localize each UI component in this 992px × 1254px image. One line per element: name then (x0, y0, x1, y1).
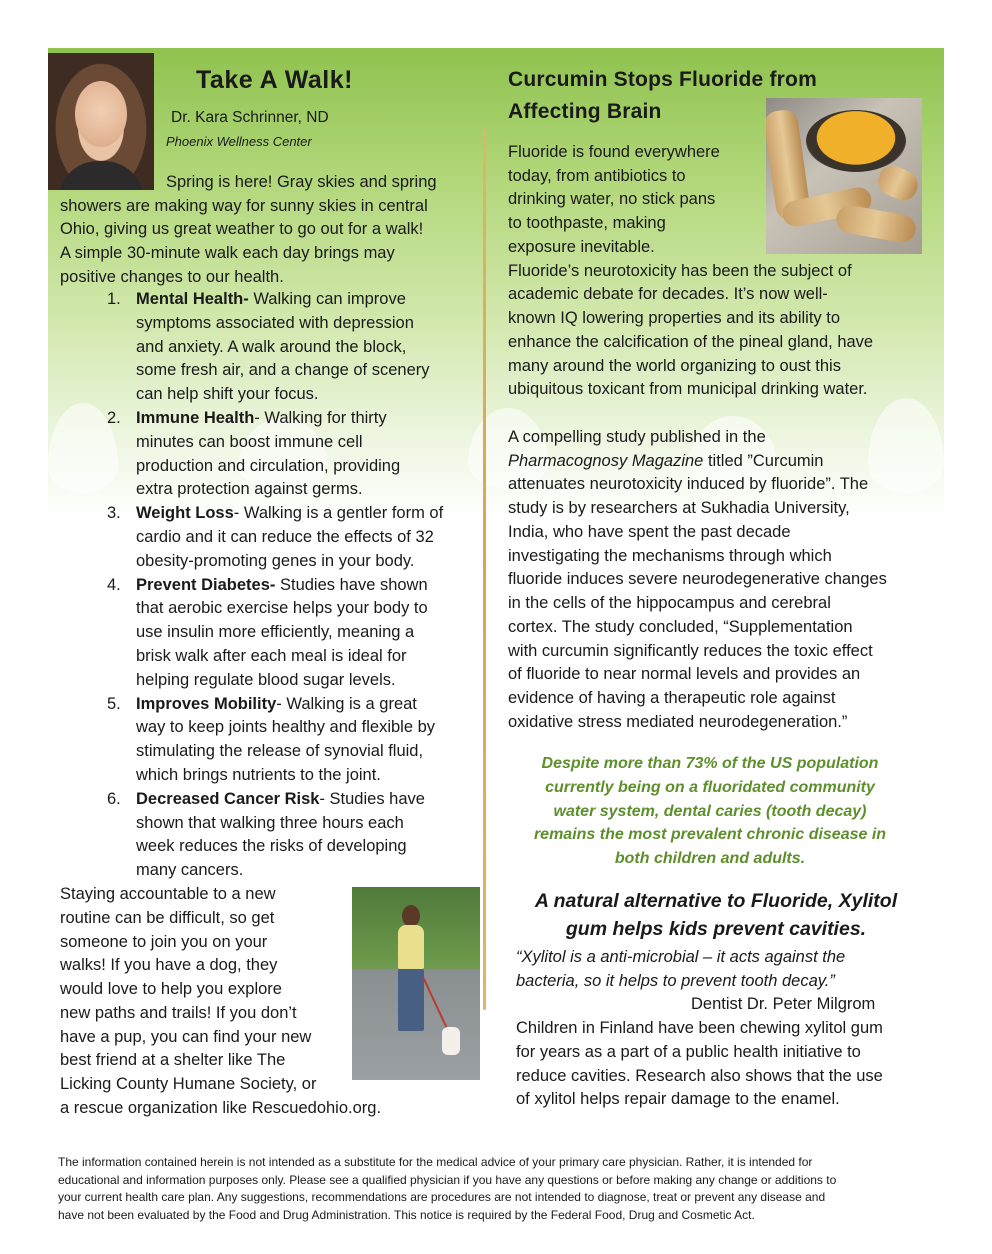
benefit-title: Mental Health- (136, 290, 249, 308)
body-line: evidence of having a therapeutic role against (508, 689, 836, 707)
body-line: with curcumin significantly reduces the toxic effect (508, 642, 873, 660)
column-divider (483, 128, 486, 1010)
intro-line: A simple 30-minute walk each day brings may (60, 244, 395, 262)
benefit-text: way to keep joints healthy and flexible by (136, 718, 436, 737)
benefit-title: Improves Mobility (136, 694, 277, 713)
benefit-text: which brings nutrients to the joint. (136, 765, 381, 784)
callout-line: remains the most prevalent chronic disease in (533, 826, 887, 844)
woman-walking-dog-photo (352, 887, 480, 1080)
body-line: reduce cavities. Research also shows that the use (516, 1067, 883, 1085)
body-line: fluoride induces severe neurodegenerative changes (508, 570, 887, 588)
body-line: for years as a part of a public health initiative to (516, 1043, 861, 1061)
body-line: cortex. The study concluded, “Supplementation (508, 618, 853, 636)
body-line: attenuates neurotoxicity induced by fluoride”. The (508, 475, 869, 493)
walker-head (402, 905, 420, 927)
benefit-text: can help shift your focus. (136, 385, 319, 404)
benefit-text: extra protection against germs. (136, 480, 363, 499)
body-line: study is by researchers at Sukhadia University, (508, 499, 850, 517)
closing-line: walks! If you have a dog, they (60, 956, 278, 974)
benefit-title: Immune Health (136, 408, 255, 427)
body-line: A compelling study published in the (508, 428, 766, 446)
heading-line: A natural alternative to Fluoride, Xylitol (534, 890, 898, 912)
body-line: drinking water, no stick pans (508, 190, 716, 208)
body-line: India, who have spent the past decade (508, 523, 791, 541)
benefit-text: - Walking is a great (276, 694, 417, 713)
intro-line: showers are making way for sunny skies in central (60, 197, 428, 215)
organization-name: Phoenix Wellness Center (166, 134, 312, 149)
benefit-text: - Walking for thirty (254, 408, 387, 427)
benefit-text: cardio and it can reduce the effects of 32 (136, 527, 434, 546)
article-title-take-a-walk: Take A Walk! (196, 66, 353, 94)
body-line: Children in Finland have been chewing xylitol gum (516, 1019, 883, 1037)
body-line: many around the world organizing to oust this (508, 357, 841, 375)
disclaimer-line: have not been evaluated by the Food and Drug Administration. This notice is required by the Federal Food, Drug and Cosmetic Act. (58, 1207, 755, 1222)
body-line: of xylitol helps repair damage to the enamel. (516, 1090, 840, 1108)
body-line: known IQ lowering properties and its ability to (508, 309, 840, 327)
list-number: 6. (107, 789, 121, 808)
disclaimer-line: educational and information purposes only. Please see a qualified physician if you have any questions or before making any change or additions to (58, 1172, 837, 1187)
benefit-text: Walking can improve (248, 290, 406, 308)
author-face (75, 81, 127, 147)
benefit-text: that aerobic exercise helps your body to (136, 599, 428, 618)
benefit-text: shown that walking three hours each (136, 813, 404, 832)
medical-disclaimer (58, 1154, 938, 1224)
benefit-text: - Walking is a gentler form of (233, 504, 444, 523)
journal-name: Pharmacognosy Magazine (508, 452, 704, 470)
intro-line: Ohio, giving us great weather to go out for a walk! (60, 220, 424, 238)
intro-line: Spring is here! Gray skies and spring (166, 173, 437, 191)
benefit-text: production and circulation, providing (136, 456, 401, 475)
body-line: to toothpaste, making (508, 214, 666, 232)
benefit-text: brisk walk after each meal is ideal for (136, 646, 407, 665)
walker-legs (398, 969, 424, 1031)
closing-line: Staying accountable to a new (60, 885, 276, 903)
turmeric-root (834, 203, 918, 244)
list-number: 3. (107, 504, 121, 523)
list-number: 2. (107, 408, 121, 427)
benefit-text: many cancers. (136, 861, 244, 880)
benefit-text: Studies have shown (275, 575, 428, 594)
closing-line: have a pup, you can find your new (60, 1028, 312, 1046)
leaf-decoration (868, 398, 944, 493)
benefit-text: minutes can boost immune cell (136, 432, 363, 451)
intro-line: positive changes to our health. (60, 268, 284, 286)
title-line: Curcumin Stops Fluoride from (508, 68, 817, 91)
closing-line: new paths and trails! If you don’t (60, 1004, 297, 1022)
list-item-weight-loss (104, 502, 474, 573)
closing-line: a rescue organization like Rescuedohio.org. (60, 1099, 382, 1117)
body-line (508, 450, 823, 474)
body-line: in the cells of the hippocampus and cerebral (508, 594, 831, 612)
disclaimer-line: your current health care plan. Any suggestions, recommendations are procedures are not intended to diagnose, treat or prevent any disease and (58, 1190, 826, 1204)
body-line: exposure inevitable. (508, 238, 655, 256)
list-item-decreased-cancer-risk (104, 788, 474, 883)
benefit-text: week reduces the risks of developing (136, 837, 407, 856)
quote-line: “Xylitol is a anti-microbial – it acts against the (516, 948, 846, 966)
fluoride-statistic-callout (510, 752, 910, 871)
benefit-text: and anxiety. A walk around the block, (136, 337, 407, 356)
benefit-title: Prevent Diabetes- (136, 575, 276, 594)
dog-leash (422, 977, 449, 1032)
quote-attribution: Dentist Dr. Peter Milgrom (691, 995, 876, 1013)
title-line: Affecting Brain (508, 100, 662, 123)
callout-line: Despite more than 73% of the US population (541, 755, 879, 772)
author-name: Dr. Kara Schrinner, ND (171, 109, 329, 126)
body-line: today, from antibiotics to (508, 167, 686, 185)
body-line: Fluoride is found everywhere (508, 143, 720, 161)
body-text: titled ”Curcumin (703, 452, 824, 470)
closing-line: someone to join you on your (60, 933, 268, 951)
body-line: investigating the mechanisms through which (508, 547, 832, 565)
benefit-text: helping regulate blood sugar levels. (136, 670, 396, 689)
list-item-improves-mobility (104, 693, 474, 788)
callout-line: both children and adults. (614, 850, 806, 868)
author-shirt (58, 161, 144, 190)
closing-line: Licking County Humane Society, or (60, 1075, 317, 1093)
benefit-title: Decreased Cancer Risk (136, 789, 320, 808)
callout-line: water system, dental caries (tooth decay) (553, 802, 867, 820)
benefit-text: stimulating the release of synovial fluid, (136, 742, 424, 761)
closing-line: would love to help you explore (60, 980, 282, 998)
article-title-curcumin (508, 64, 817, 128)
author-photo (48, 53, 154, 190)
body-line: ubiquitous toxicant from municipal drinking water. (508, 380, 868, 398)
benefit-text: obesity-promoting genes in your body. (136, 551, 415, 570)
list-item-prevent-diabetes (104, 574, 474, 693)
list-number: 5. (107, 694, 121, 713)
body-line: Fluoride’s neurotoxicity has been the subject of (508, 262, 852, 280)
disclaimer-line: The information contained herein is not intended as a substitute for the medical advice of your primary care physician. Rather, it is intended for (58, 1155, 813, 1169)
body-line: enhance the calcification of the pineal gland, have (508, 333, 874, 351)
turmeric-powder-bowl (806, 110, 906, 172)
quote-line: bacteria, so it helps to prevent tooth decay.” (516, 972, 835, 990)
benefit-text: - Studies have (319, 789, 425, 808)
xylitol-heading (516, 887, 916, 943)
list-number: 4. (107, 575, 121, 594)
walking-benefits-list (104, 288, 474, 883)
list-item-mental-health (104, 288, 474, 407)
body-line: of fluoride to near normal levels and provides an (508, 665, 861, 683)
benefit-text: symptoms associated with depression (136, 313, 414, 332)
closing-line: best friend at a shelter like The (60, 1051, 286, 1069)
heading-line: gum helps kids prevent cavities. (565, 918, 867, 940)
list-number: 1. (107, 290, 121, 308)
benefit-title: Weight Loss (136, 504, 234, 523)
body-line: academic debate for decades. It’s now well- (508, 285, 828, 303)
dog (442, 1027, 460, 1055)
body-line: oxidative stress mediated neurodegeneration.” (508, 713, 848, 731)
list-item-immune-health (104, 407, 474, 502)
callout-line: currently being on a fluoridated community (545, 778, 875, 796)
walker-top (398, 925, 424, 969)
benefit-text: use insulin more efficiently, meaning a (136, 623, 415, 642)
closing-line: routine can be difficult, so get (60, 909, 275, 927)
benefit-text: some fresh air, and a change of scenery (136, 361, 430, 380)
